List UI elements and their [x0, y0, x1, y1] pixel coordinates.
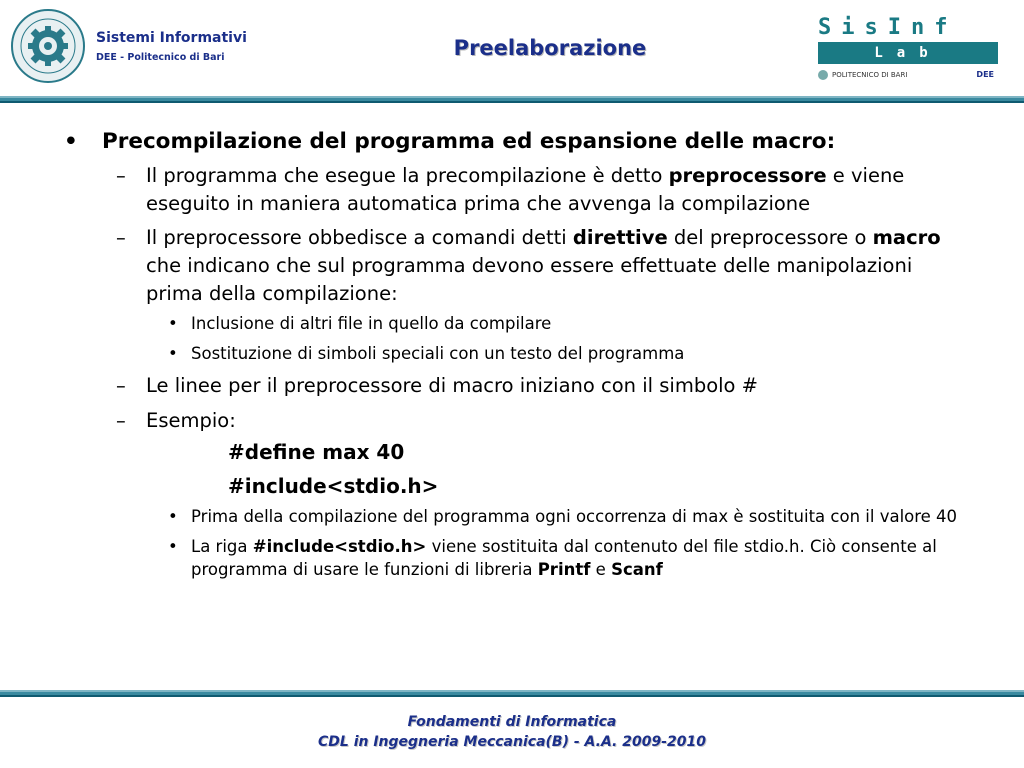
header-divider	[0, 96, 1024, 103]
sisinf-lab-logo	[818, 14, 998, 82]
sub-bullet	[60, 505, 970, 528]
sub-bullet	[60, 535, 970, 581]
point-directives	[60, 224, 970, 308]
text: del preprocessore o	[667, 226, 873, 249]
code-include: #include<stdio.h>	[228, 474, 439, 498]
text: e	[590, 560, 612, 579]
text: Le linee per il preprocessore di macro iniziano con il simbolo #	[146, 374, 759, 397]
dot-marker: •	[168, 537, 178, 556]
slide-title: Preelaborazione	[453, 36, 647, 60]
sub-bullet	[60, 312, 970, 335]
sisinf-lab-band: Lab	[818, 42, 998, 64]
bold-term: #include<stdio.h>	[252, 537, 427, 556]
politecnico-mini-icon	[818, 70, 828, 80]
text: Esempio:	[146, 409, 236, 432]
text: Il preprocessore obbedisce a comandi detti	[146, 226, 573, 249]
text: La riga	[191, 537, 253, 556]
dot-marker: •	[168, 344, 178, 363]
main-bullet	[60, 128, 970, 156]
text: Sostituzione di simboli speciali con un testo del programma	[191, 344, 685, 363]
sub-bullet	[60, 342, 970, 365]
dee-mark: DEE	[976, 70, 994, 79]
footer-course: Fondamenti di Informatica	[407, 714, 617, 730]
bold-term: macro	[872, 226, 941, 249]
dash-marker: –	[116, 374, 126, 397]
text: e viene eseguito in maniera automatica prima che avvenga la compilazione	[146, 164, 905, 215]
slide-header	[0, 0, 1024, 96]
sisinf-logo-footer	[818, 68, 998, 82]
politecnico-seal-logo	[10, 8, 86, 84]
footer-degree: CDL in Ingegneria Meccanica(B) - A.A. 2009-2010	[318, 734, 706, 750]
dash-marker: –	[116, 226, 126, 249]
dash-marker: –	[116, 409, 126, 432]
text: Il programma che esegue la precompilazione è detto	[146, 164, 669, 187]
point-example	[60, 407, 970, 435]
dot-marker: •	[168, 507, 178, 526]
slide-body	[60, 128, 970, 581]
bold-term: Scanf	[611, 560, 663, 579]
bold-term: Printf	[537, 560, 591, 579]
sisinf-footer-text: POLITECNICO DI BARI	[832, 71, 908, 79]
bold-term: direttive	[572, 226, 668, 249]
point-preprocessor	[60, 162, 970, 218]
text: che indicano che sul programma devono essere effettuate delle manipolazioni prima della compilazione:	[146, 254, 913, 305]
bold-term: preprocessore	[668, 164, 827, 187]
slide-footer	[0, 712, 1024, 752]
footer-divider	[0, 690, 1024, 697]
point-hash-lines	[60, 372, 970, 400]
sisinf-logo-text: SisInf	[818, 15, 958, 40]
dash-marker: –	[116, 164, 126, 187]
dot-marker: •	[168, 314, 178, 333]
institution-subtitle: DEE - Politecnico di Bari	[96, 52, 225, 63]
text: Prima della compilazione del programma ogni occorrenza di max è sostituita con il valore 40	[191, 507, 958, 526]
text: viene sostituita dal contenuto del file stdio.h. Ciò consente al programma di usare le funzioni di libreria	[191, 537, 937, 579]
bullet-marker: •	[64, 129, 78, 154]
main-heading: Precompilazione del programma ed espansione delle macro:	[102, 129, 836, 154]
text: Inclusione di altri file in quello da compilare	[191, 314, 552, 333]
institution-name: Sistemi Informativi	[96, 30, 247, 46]
code-define: #define max 40	[228, 440, 405, 464]
